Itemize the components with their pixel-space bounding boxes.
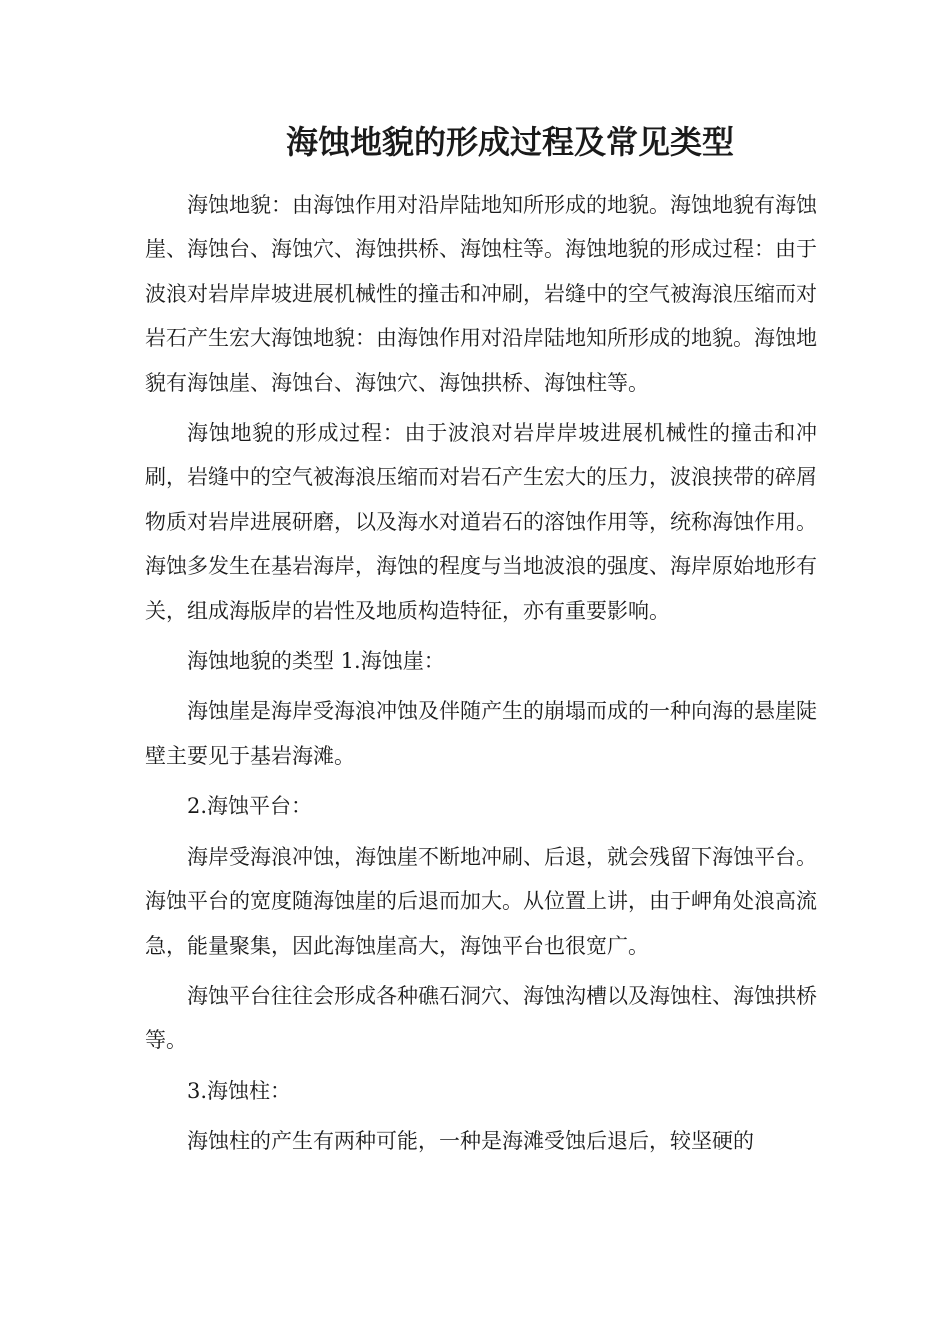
paragraph-sea-cliff: 海蚀崖是海岸受海浪冲蚀及伴随产生的崩塌而成的一种向海的悬崖陡壁主要见于基岩海滩。 [145, 699, 817, 768]
paragraph-platform-features: 海蚀平台往往会形成各种礁石洞穴、海蚀沟槽以及海蚀柱、海蚀拱桥等。 [145, 983, 817, 1053]
paragraph-definition: 海蚀地貌：由海蚀作用对沿岸陆地知所形成的地貌。海蚀地貌有海蚀崖、海蚀台、海蚀穴、海蚀拱桥、海蚀柱等。海蚀地貌的形成过程：由于波浪对岩岸岸坡进展机械性的撞击和冲刷，岩缝中的空气被海浪压缩而对岩石产生宏大海蚀地貌：由海蚀作用对沿岸陆地知所形成的地貌。海蚀地貌有海蚀崖、海蚀台、海蚀穴、海蚀拱桥、海蚀柱等。 [145, 193, 817, 395]
paragraph-wave-cut-platform: 海岸受海浪冲蚀，海蚀崖不断地冲刷、后退，就会残留下海蚀平台。海蚀平台的宽度随海蚀崖的后退而加大。从位置上讲，由于岬角处浪高流急，能量聚集，因此海蚀崖高大，海蚀平台也很宽广。 [145, 844, 817, 958]
document-body [145, 183, 817, 1170]
heading-types-sea-cliff: 海蚀地貌的类型 1.海蚀崖： [187, 649, 445, 674]
document-title: 海蚀地貌的形成过程及常见类型 [285, 123, 734, 161]
paragraph-formation-process: 海蚀地貌的形成过程：由于波浪对岩岸岸坡进展机械性的撞击和冲刷，岩缝中的空气被海浪压缩而对岩石产生宏大的压力，波浪挟带的碎屑物质对岩岸进展研磨，以及海水对道岩石的溶蚀作用等，统称海蚀作用。海蚀多发生在基岩海岸，海蚀的程度与当地波浪的强度、海岸原始地形有关，组成海版岸的岩性及地质构造特征，亦有重要影响。 [145, 421, 817, 623]
paragraph-sea-stack: 海蚀柱的产生有两种可能，一种是海滩受蚀后退后，较坚硬的 [187, 1129, 754, 1154]
heading-wave-cut-platform: 2.海蚀平台： [187, 794, 313, 819]
heading-sea-stack: 3.海蚀柱： [187, 1078, 292, 1103]
